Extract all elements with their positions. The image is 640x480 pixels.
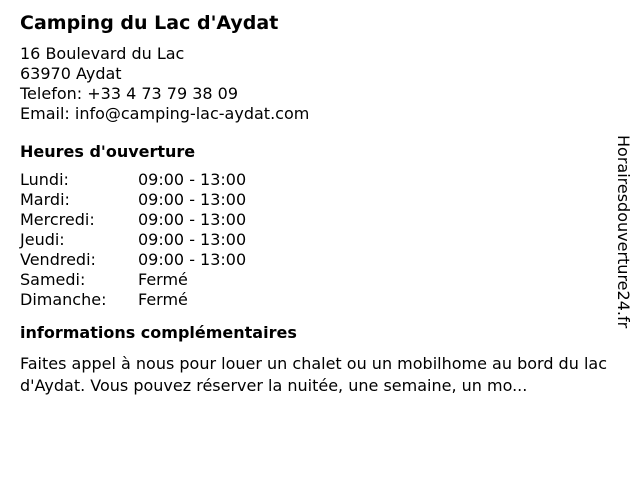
hours-row bbox=[20, 290, 620, 310]
address-street: 16 Boulevard du Lac bbox=[20, 44, 185, 63]
hours-row bbox=[20, 250, 620, 270]
hours-day: Dimanche: bbox=[20, 290, 107, 309]
hours-time: 09:00 - 13:00 bbox=[138, 250, 247, 269]
hours-row bbox=[20, 270, 620, 290]
address-city: 63970 Aydat bbox=[20, 64, 122, 83]
business-card bbox=[20, 10, 620, 397]
hours-row bbox=[20, 190, 620, 210]
hours-time: 09:00 - 13:00 bbox=[138, 230, 247, 249]
hours-day: Mardi: bbox=[20, 190, 70, 209]
site-watermark: Horairesdouverture24.fr bbox=[614, 135, 633, 329]
address-block bbox=[20, 44, 620, 124]
hours-row bbox=[20, 170, 620, 190]
business-name: Camping du Lac d'Aydat bbox=[20, 12, 279, 34]
hours-time: 09:00 - 13:00 bbox=[138, 170, 247, 189]
hours-day: Jeudi: bbox=[20, 230, 65, 249]
info-heading: informations complémentaires bbox=[20, 323, 297, 342]
hours-table bbox=[20, 170, 620, 310]
hours-time: Fermé bbox=[138, 270, 188, 289]
hours-heading: Heures d'ouverture bbox=[20, 142, 196, 161]
phone-number[interactable]: Telefon: +33 4 73 79 38 09 bbox=[20, 84, 239, 103]
hours-day: Vendredi: bbox=[20, 250, 96, 269]
info-description: Faites appel à nous pour louer un chalet ou un mobilhome au bord du lac d'Aydat. Vous pouvez réserver la nuitée, une semaine, un mo... bbox=[20, 354, 607, 395]
hours-day: Mercredi: bbox=[20, 210, 95, 229]
email-address[interactable]: Email: info@camping-lac-aydat.com bbox=[20, 104, 310, 123]
hours-time: 09:00 - 13:00 bbox=[138, 210, 247, 229]
hours-day: Lundi: bbox=[20, 170, 69, 189]
hours-day: Samedi: bbox=[20, 270, 86, 289]
hours-time: 09:00 - 13:00 bbox=[138, 190, 247, 209]
hours-time: Fermé bbox=[138, 290, 188, 309]
hours-row bbox=[20, 210, 620, 230]
hours-row bbox=[20, 230, 620, 250]
